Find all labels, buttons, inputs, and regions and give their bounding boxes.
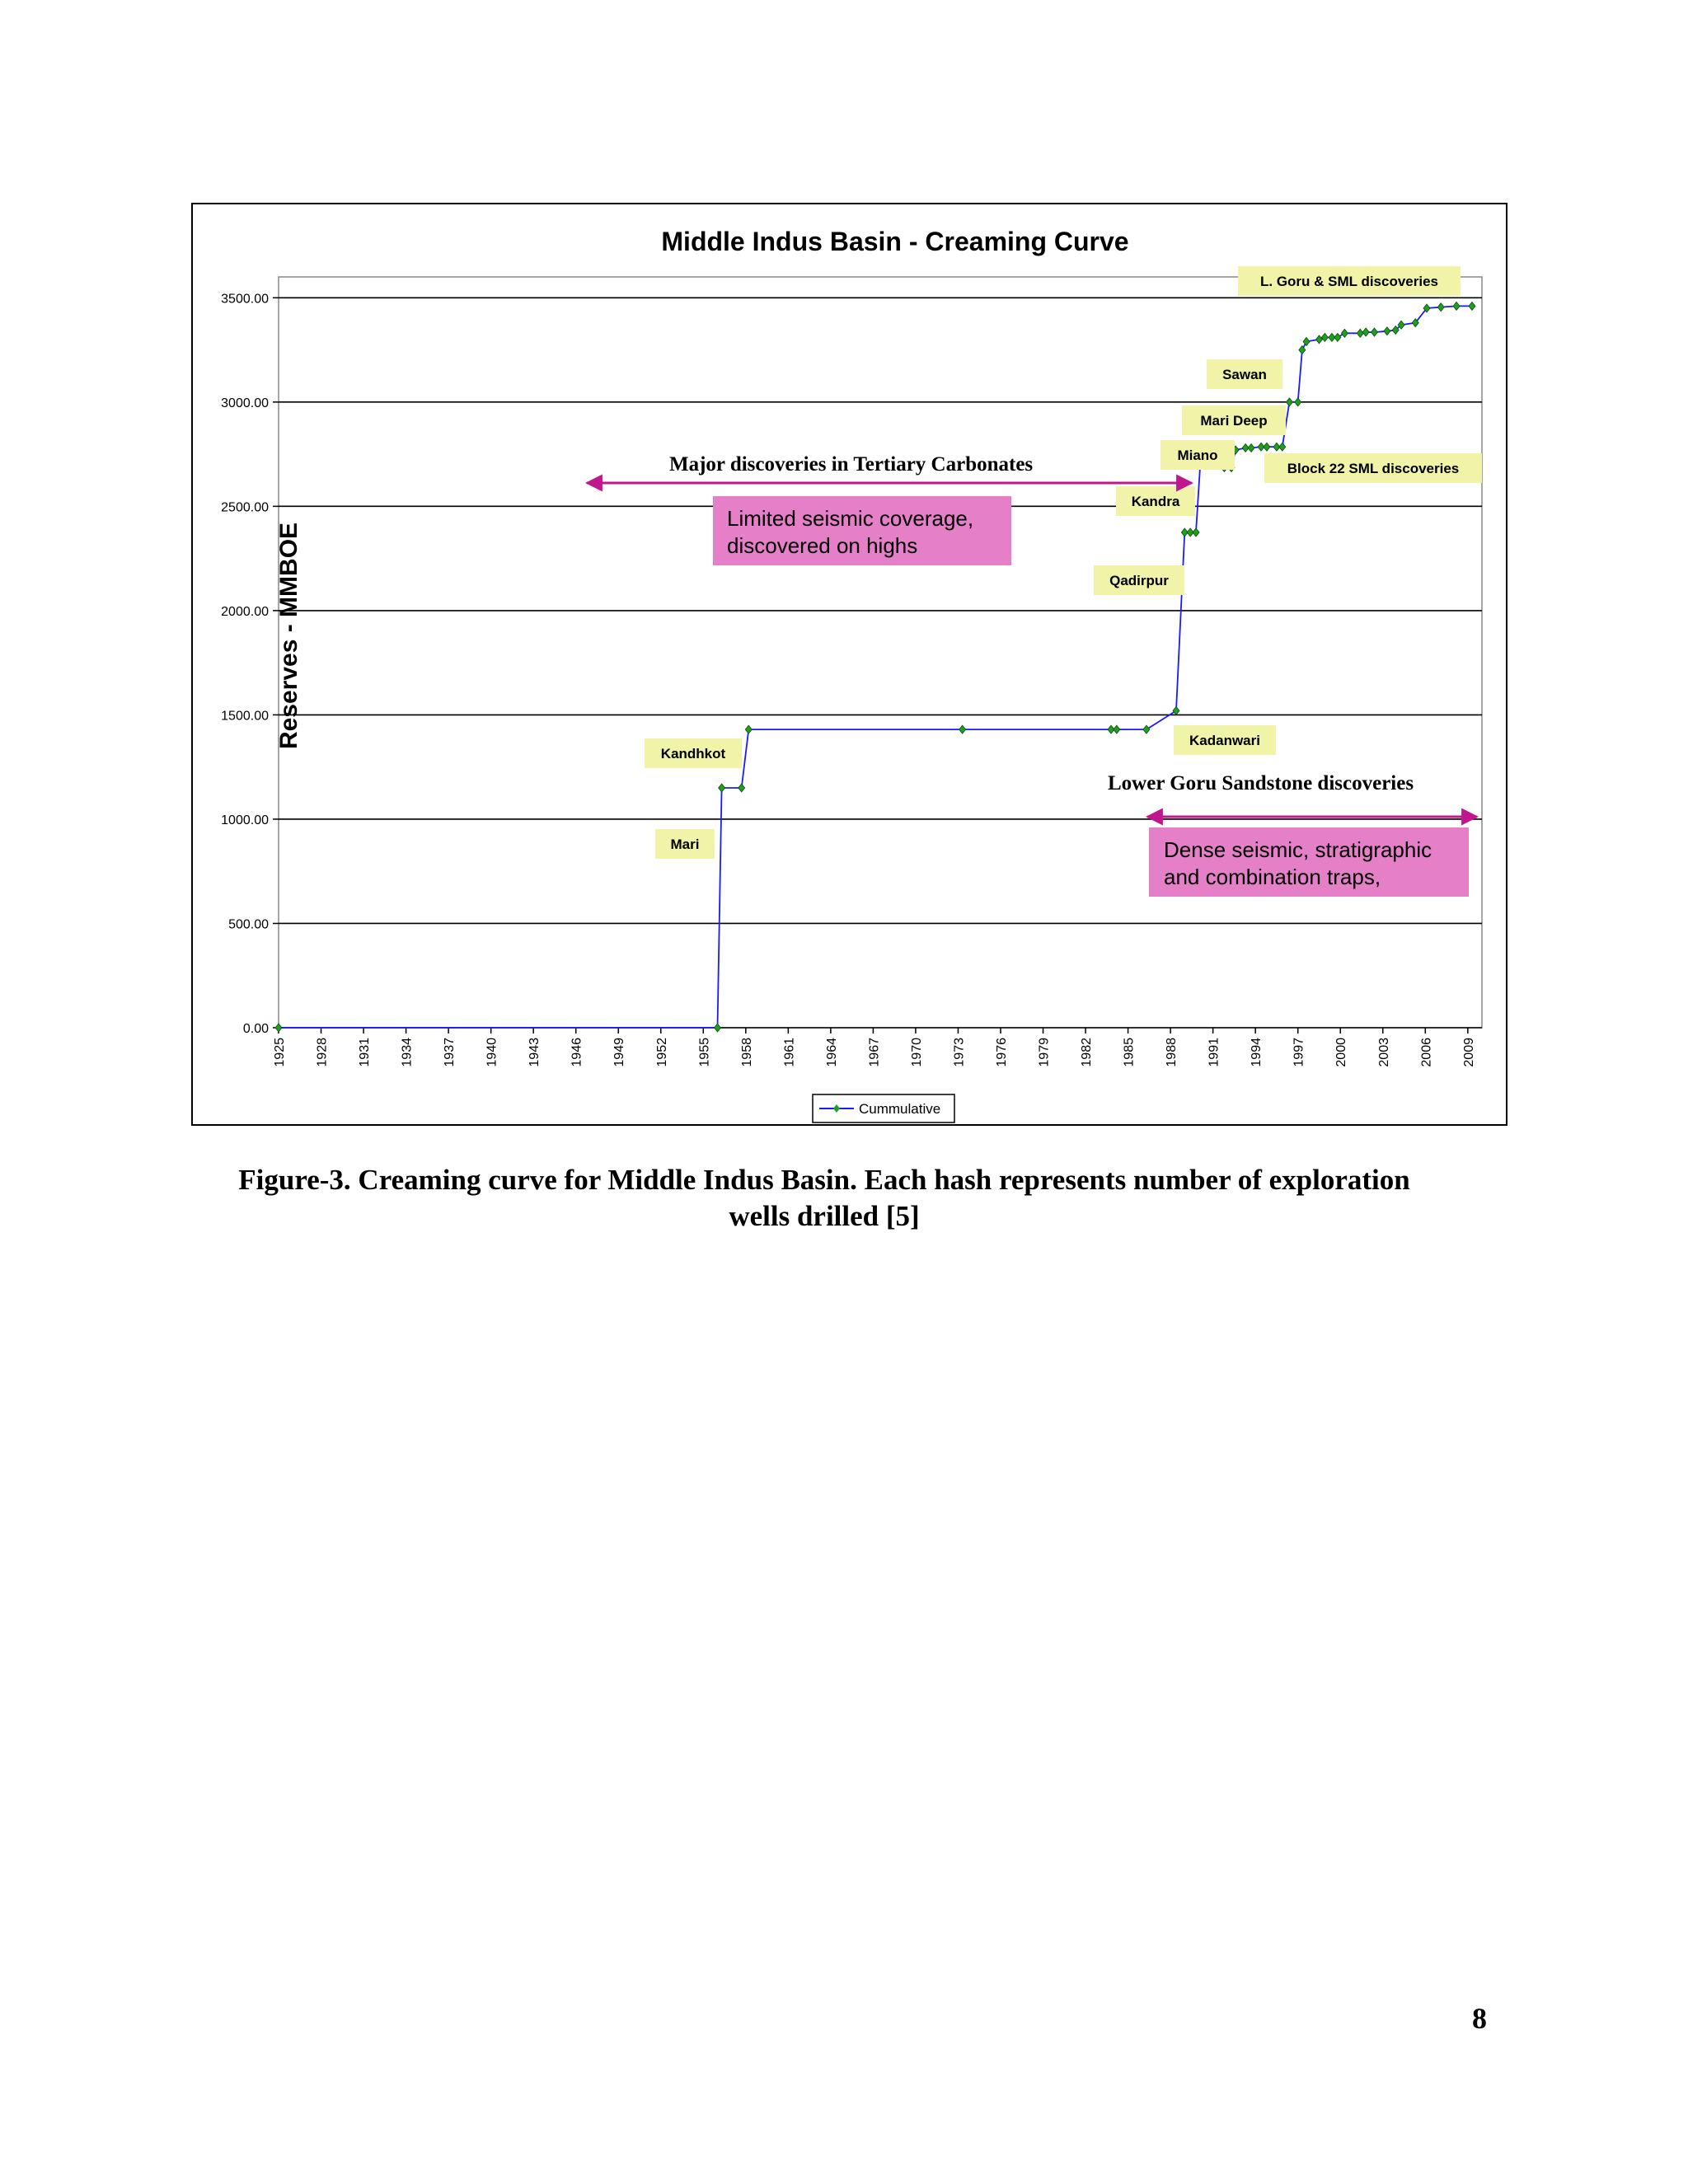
x-tick-label: 1982 <box>1080 1038 1095 1067</box>
data-point <box>1264 443 1270 451</box>
data-point <box>714 1024 720 1032</box>
tertiary-note-line-2: discovered on highs <box>727 533 918 558</box>
y-tick-label: 0.00 <box>242 1022 269 1036</box>
data-point <box>1334 333 1341 341</box>
x-tick-label: 1964 <box>824 1038 839 1067</box>
data-point <box>1341 329 1348 337</box>
discovery-label: Miano <box>1177 448 1218 463</box>
discovery-label: Mari Deep <box>1200 413 1268 429</box>
data-point <box>1453 302 1460 310</box>
data-point <box>745 725 752 733</box>
data-point <box>1362 328 1369 336</box>
series-line <box>279 306 1472 1028</box>
x-tick-label: 1985 <box>1122 1038 1137 1067</box>
x-tick-label: 1979 <box>1037 1038 1052 1067</box>
data-point <box>1321 333 1328 341</box>
x-tick-label: 1958 <box>739 1038 754 1067</box>
figure-caption <box>165 1162 1484 1235</box>
data-point <box>1303 337 1310 345</box>
x-tick-label: 1928 <box>315 1038 330 1067</box>
data-point <box>1384 327 1390 335</box>
x-tick-label: 2000 <box>1334 1038 1349 1067</box>
data-point <box>1173 706 1179 715</box>
data-point <box>1248 444 1254 452</box>
data-point <box>275 1024 282 1032</box>
x-tick-label: 1931 <box>358 1038 373 1067</box>
x-tick-label: 1937 <box>443 1038 457 1067</box>
x-tick-label: 1925 <box>273 1038 287 1067</box>
x-tick-label: 1943 <box>528 1038 542 1067</box>
x-tick-label: 1955 <box>697 1038 712 1067</box>
y-tick-label: 3500.00 <box>221 292 269 307</box>
x-tick-label: 2003 <box>1376 1038 1391 1067</box>
discovery-label: Kandra <box>1131 494 1180 509</box>
y-tick-label: 500.00 <box>228 917 269 932</box>
data-point <box>1371 328 1377 336</box>
data-point <box>959 725 966 733</box>
discovery-label: Qadirpur <box>1109 573 1169 588</box>
data-point <box>1279 443 1286 451</box>
y-tick-label: 2500.00 <box>221 500 269 515</box>
data-point <box>1295 398 1301 406</box>
data-point <box>1315 335 1322 344</box>
x-tick-label: 1940 <box>485 1038 499 1067</box>
x-tick-label: 1988 <box>1165 1038 1179 1067</box>
x-tick-label: 1991 <box>1207 1038 1221 1067</box>
caption-line-2: wells drilled [5] <box>729 1200 920 1232</box>
x-tick-label: 1994 <box>1250 1038 1264 1067</box>
y-tick-label: 3000.00 <box>221 396 269 410</box>
y-tick-label: 1500.00 <box>221 709 269 724</box>
page-number: 8 <box>1472 2002 1487 2035</box>
data-point <box>738 784 745 792</box>
y-tick-label: 2000.00 <box>221 604 269 619</box>
tertiary-note-line-1: Limited seismic coverage, <box>727 506 974 531</box>
discovery-label: Kadanwari <box>1189 733 1260 748</box>
x-tick-label: 2009 <box>1461 1038 1476 1067</box>
x-tick-label: 1946 <box>570 1038 584 1067</box>
data-point <box>1437 303 1444 312</box>
data-point <box>1193 528 1199 537</box>
caption-line-1: Figure-3. Creaming curve for Middle Indus Basin. Each hash represents number of exploration <box>238 1164 1410 1196</box>
goru-note-line-1: Dense seismic, stratigraphic <box>1164 837 1432 862</box>
chart-frame <box>191 203 1507 1126</box>
goru-note-line-2: and combination traps, <box>1164 865 1381 889</box>
x-tick-label: 1949 <box>612 1038 627 1067</box>
data-point <box>1286 398 1292 406</box>
data-point <box>1469 302 1475 310</box>
data-point <box>1143 725 1150 733</box>
x-tick-label: 1976 <box>995 1038 1009 1067</box>
data-point <box>719 784 725 792</box>
x-tick-label: 1997 <box>1292 1038 1306 1067</box>
x-tick-label: 2006 <box>1419 1038 1434 1067</box>
data-point <box>1114 725 1120 733</box>
y-axis-label: Reserves - MMBOE <box>275 522 302 750</box>
legend-label: Cummulative <box>859 1101 941 1117</box>
chart-title: Middle Indus Basin - Creaming Curve <box>661 227 1129 256</box>
discovery-label: Mari <box>670 837 700 852</box>
plot-area <box>279 277 1482 1028</box>
x-tick-label: 1970 <box>909 1038 924 1067</box>
discovery-label: L. Goru & SML discoveries <box>1259 274 1439 289</box>
discovery-label: Kandhkot <box>660 746 726 762</box>
x-tick-label: 1967 <box>867 1038 882 1067</box>
y-tick-label: 1000.00 <box>221 813 269 827</box>
x-tick-label: 1973 <box>952 1038 967 1067</box>
discovery-label: Block 22 SML discoveries <box>1287 461 1460 476</box>
x-tick-label: 1952 <box>654 1038 669 1067</box>
discovery-label: Sawan <box>1222 367 1267 382</box>
tertiary-heading: Major discoveries in Tertiary Carbonates <box>669 453 1034 476</box>
data-point <box>1357 329 1363 337</box>
x-tick-label: 1934 <box>400 1038 415 1067</box>
x-tick-label: 1961 <box>782 1038 797 1067</box>
goru-heading: Lower Goru Sandstone discoveries <box>1108 772 1414 794</box>
creaming-curve-chart <box>193 204 1509 1127</box>
